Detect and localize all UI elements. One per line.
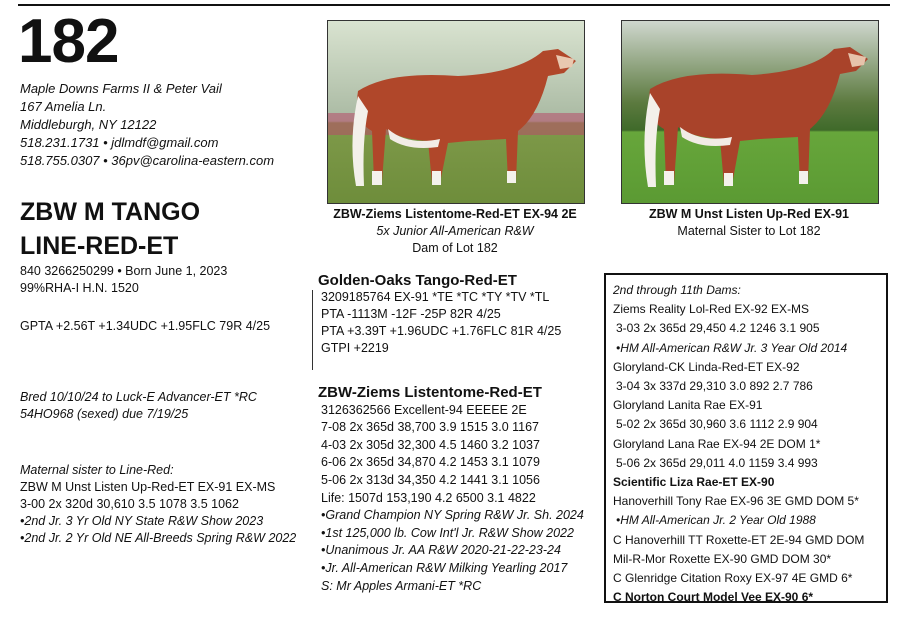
maternal-sister-block [20, 462, 296, 547]
sister-cow-image [622, 21, 878, 203]
dam-lifetime-record: Life: 1507d 153,190 4.2 6500 3.1 4822 [321, 490, 536, 505]
dams-heading: 2nd through 11th Dams: [613, 283, 741, 297]
lot-number: 182 [18, 7, 119, 76]
dams-line: 5-06 2x 365d 29,011 4.0 1159 3.4 993 [616, 455, 818, 470]
maternal-record: 3-00 2x 320d 30,610 3.5 1078 3.5 1062 [20, 497, 239, 511]
owner-address2: Middleburgh, NY 12122 [20, 117, 157, 132]
sister-photo [621, 20, 879, 204]
maternal-name: ZBW M Unst Listen Up-Red-ET EX-91 EX-MS [20, 480, 276, 494]
dams-line: •HM All-American R&W Jr. 3 Year Old 2014 [616, 340, 848, 355]
dams-line: Scientific Liza Rae-ET EX-90 [613, 475, 775, 490]
dam-record: 4-03 2x 305d 32,300 4.5 1460 3.2 1037 [321, 437, 540, 452]
sire-line3: PTA +3.39T +1.96UDC +1.76FLC 81R 4/25 [321, 324, 562, 338]
maternal-note1: •2nd Jr. 3 Yr Old NY State R&W Show 2023 [20, 514, 264, 528]
dam-note: •Jr. All-American R&W Milking Yearling 2017 [321, 560, 568, 575]
dams-line: Gloryland Lana Rae EX-94 2E DOM 1* [613, 436, 821, 451]
dam-photo-title: ZBW-Ziems Listentome-Red-ET EX-94 2E [333, 207, 577, 221]
dam-record: 5-06 2x 313d 34,350 4.2 1441 3.1 1056 [321, 472, 540, 487]
dams-line: 5-02 2x 365d 30,960 3.6 1112 2.9 904 [616, 417, 818, 432]
sire-name: Golden-Oaks Tango-Red-ET [318, 272, 517, 289]
dam-photo-caption [313, 206, 597, 257]
dam-note: •Grand Champion NY Spring R&W Jr. Sh. 2024 [321, 508, 584, 523]
rha-line: 99%RHA-I H.N. 1520 [20, 281, 139, 295]
dam-line1: 3126362566 Excellent-94 EEEEE 2E [321, 402, 527, 417]
sire-block [318, 272, 561, 357]
maternal-heading: Maternal sister to Line-Red: [20, 463, 174, 477]
sister-photo-caption [610, 206, 888, 240]
bred-line2: 54HO968 (sexed) due 7/19/25 [20, 407, 189, 421]
dams-line: Hanoverhill Tony Rae EX-96 3E GMD DOM 5* [613, 494, 859, 509]
dams-line: Mil-R-Mor Roxette EX-90 GMD DOM 30* [613, 551, 832, 566]
sister-photo-caption-text: Maternal Sister to Lot 182 [677, 224, 821, 238]
dam-note: •Unanimous Jr. AA R&W 2020-21-22-23-24 [321, 543, 561, 558]
top-rule [18, 4, 890, 6]
dam-note: •1st 125,000 lb. Cow Int'l Jr. R&W Show 2022 [321, 525, 574, 540]
sire-divider [312, 290, 313, 370]
registration-line: 840 3266250299 • Born June 1, 2023 [20, 264, 228, 278]
animal-name-line1: ZBW M TANGO [20, 198, 201, 226]
sire-line1: 3209185764 EX-91 *TE *TC *TY *TV *TL [321, 290, 550, 304]
dam-photo [327, 20, 585, 204]
dams-box-content [613, 281, 864, 607]
gpta-line: GPTA +2.56T +1.34UDC +1.95FLC 79R 4/25 [20, 319, 271, 333]
dams-line: 3-03 2x 365d 29,450 4.2 1246 3.1 905 [616, 321, 820, 336]
dam-name: ZBW-Ziems Listentome-Red-ET [318, 384, 542, 401]
dam-record: 7-08 2x 365d 38,700 3.9 1515 3.0 1167 [321, 420, 540, 435]
dam-cow-image [328, 21, 584, 203]
registration-info [20, 263, 227, 297]
owner-block [20, 80, 274, 170]
bred-info [20, 389, 257, 423]
dams-line: C Norton Court Model Vee EX-90 6* [613, 590, 814, 605]
dam-block [318, 384, 584, 595]
dam-sire: S: Mr Apples Armani-ET *RC [321, 578, 482, 593]
dam-photo-subtitle: 5x Junior All-American R&W [376, 224, 534, 238]
maternal-note2: •2nd Jr. 2 Yr Old NE All-Breeds Spring R&W 2022 [20, 531, 297, 545]
sister-photo-title: ZBW M Unst Listen Up-Red EX-91 [648, 207, 849, 221]
dams-line: Gloryland-CK Linda-Red-ET EX-92 [613, 359, 800, 374]
dam-record: 6-06 2x 365d 34,870 4.2 1453 3.1 1079 [321, 455, 540, 470]
owner-address1: 167 Amelia Ln. [20, 99, 107, 114]
bred-line1: Bred 10/10/24 to Luck-E Advancer-ET *RC [20, 390, 257, 404]
sire-line2: PTA -1113M -12F -25P 82R 4/25 [321, 307, 501, 321]
owner-contact1: 518.231.1731 • jdlmdf@gmail.com [20, 135, 219, 150]
sire-line4: GTPI +2219 [321, 341, 389, 355]
owner-contact2: 518.755.0307 • 36pv@carolina-eastern.com [20, 153, 275, 168]
dams-line: •HM All-American Jr. 2 Year Old 1988 [616, 513, 816, 528]
dams-line: Ziems Reality Lol-Red EX-92 EX-MS [613, 302, 810, 317]
dams-line: 3-04 3x 337d 29,310 3.0 892 2.7 786 [616, 379, 813, 394]
animal-name [20, 195, 200, 263]
dams-line: C Glenridge Citation Roxy EX-97 4E GMD 6* [613, 571, 853, 586]
dam-photo-caption-text: Dam of Lot 182 [412, 241, 498, 255]
animal-name-line2: LINE-RED-ET [20, 232, 179, 260]
dams-line: C Hanoverhill TT Roxette-ET 2E-94 GMD DOM [613, 532, 865, 547]
dams-line: Gloryland Lanita Rae EX-91 [613, 398, 763, 413]
owner-name: Maple Downs Farms II & Peter Vail [20, 81, 222, 96]
